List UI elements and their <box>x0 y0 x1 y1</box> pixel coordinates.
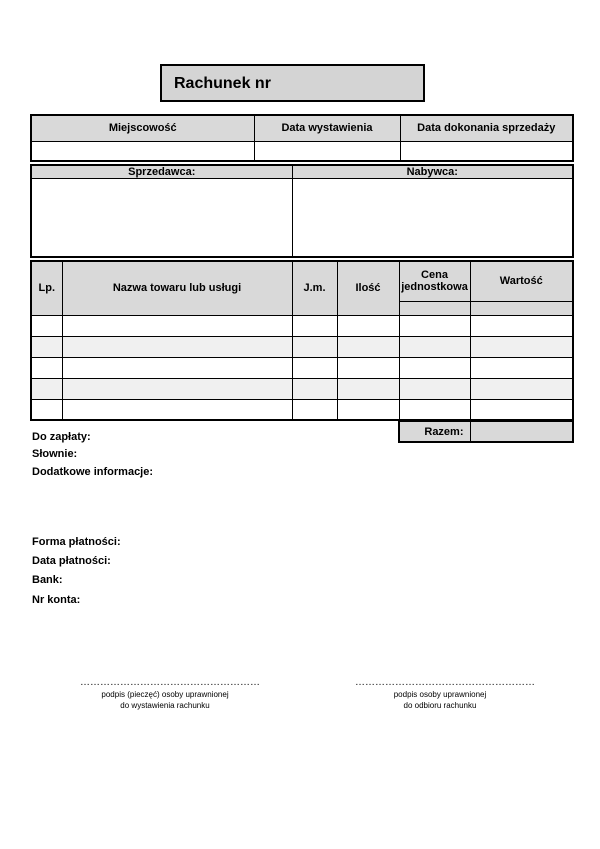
place-label: Miejscowość <box>31 115 254 141</box>
cell[interactable] <box>470 378 573 399</box>
sale-date-label: Data dokonania sprzedaży <box>400 115 573 141</box>
cell[interactable] <box>399 378 470 399</box>
cell[interactable] <box>31 399 62 420</box>
payment-date-label: Data płatności: <box>32 555 111 567</box>
cell[interactable] <box>62 336 292 357</box>
invoice-title: Rachunek nr <box>160 64 425 102</box>
issuer-signature-caption-line2: do wystawienia rachunku <box>120 701 210 710</box>
seller-field[interactable] <box>31 179 292 257</box>
table-row <box>31 357 573 378</box>
cell[interactable] <box>337 336 399 357</box>
sale-date-field[interactable] <box>400 141 573 161</box>
buyer-label: Nabywca: <box>292 165 573 179</box>
cell[interactable] <box>292 399 337 420</box>
cell[interactable] <box>337 315 399 336</box>
cell[interactable] <box>399 399 470 420</box>
cell[interactable] <box>337 378 399 399</box>
total-label: Razem: <box>399 421 470 442</box>
payment-form-label: Forma płatności: <box>32 536 121 548</box>
cell[interactable] <box>470 315 573 336</box>
cell[interactable] <box>31 336 62 357</box>
receiver-signature-caption-line2: do odbioru rachunku <box>403 701 477 710</box>
seller-label: Sprzedawca: <box>31 165 292 179</box>
cell[interactable] <box>31 357 62 378</box>
cell[interactable] <box>62 357 292 378</box>
issue-date-field[interactable] <box>254 141 400 161</box>
total-field[interactable] <box>470 421 573 442</box>
column-header-name: Nazwa towaru lub usługi <box>62 261 292 315</box>
items-table <box>30 260 574 421</box>
additional-info-label: Dodatkowe informacje: <box>32 466 154 478</box>
cell[interactable] <box>337 357 399 378</box>
column-header-unit: J.m. <box>292 261 337 315</box>
issue-date-label: Data wystawienia <box>254 115 400 141</box>
column-header-unit-price: Cena jednostkowa <box>399 261 470 301</box>
cell[interactable] <box>292 315 337 336</box>
column-header-value: Wartość <box>470 261 573 301</box>
cell[interactable] <box>292 357 337 378</box>
table-row <box>31 336 573 357</box>
table-row <box>31 378 573 399</box>
cell[interactable] <box>399 315 470 336</box>
issuer-signature-caption-line1: podpis (pieczęć) osoby uprawnionej <box>101 690 229 699</box>
column-header-lp: Lp. <box>31 261 62 315</box>
column-header-quantity: Ilość <box>337 261 399 315</box>
cell[interactable] <box>470 336 573 357</box>
cell[interactable] <box>292 378 337 399</box>
table-row <box>31 399 573 420</box>
cell[interactable] <box>62 378 292 399</box>
unit-price-subheader <box>399 301 470 315</box>
issuer-signature-line: ……………………………………………… <box>80 677 260 688</box>
cell[interactable] <box>31 378 62 399</box>
total-table <box>398 420 574 443</box>
account-number-label: Nr konta: <box>32 594 81 606</box>
cell[interactable] <box>62 315 292 336</box>
cell[interactable] <box>399 336 470 357</box>
in-words-label: Słownie: <box>32 448 78 460</box>
issuer-signature-caption <box>70 689 260 711</box>
parties-table <box>30 164 574 258</box>
cell[interactable] <box>31 315 62 336</box>
bank-label: Bank: <box>32 574 63 586</box>
cell[interactable] <box>337 399 399 420</box>
cell[interactable] <box>62 399 292 420</box>
receiver-signature-caption <box>345 689 535 711</box>
receiver-signature-line: ……………………………………………… <box>355 677 535 688</box>
cell[interactable] <box>470 399 573 420</box>
cell[interactable] <box>399 357 470 378</box>
amount-due-label: Do zapłaty: <box>32 431 91 443</box>
receiver-signature-caption-line1: podpis osoby uprawnionej <box>393 690 487 699</box>
buyer-field[interactable] <box>292 179 573 257</box>
table-row <box>31 315 573 336</box>
cell[interactable] <box>470 357 573 378</box>
cell[interactable] <box>292 336 337 357</box>
value-subheader <box>470 301 573 315</box>
header-table <box>30 114 574 162</box>
place-field[interactable] <box>31 141 254 161</box>
